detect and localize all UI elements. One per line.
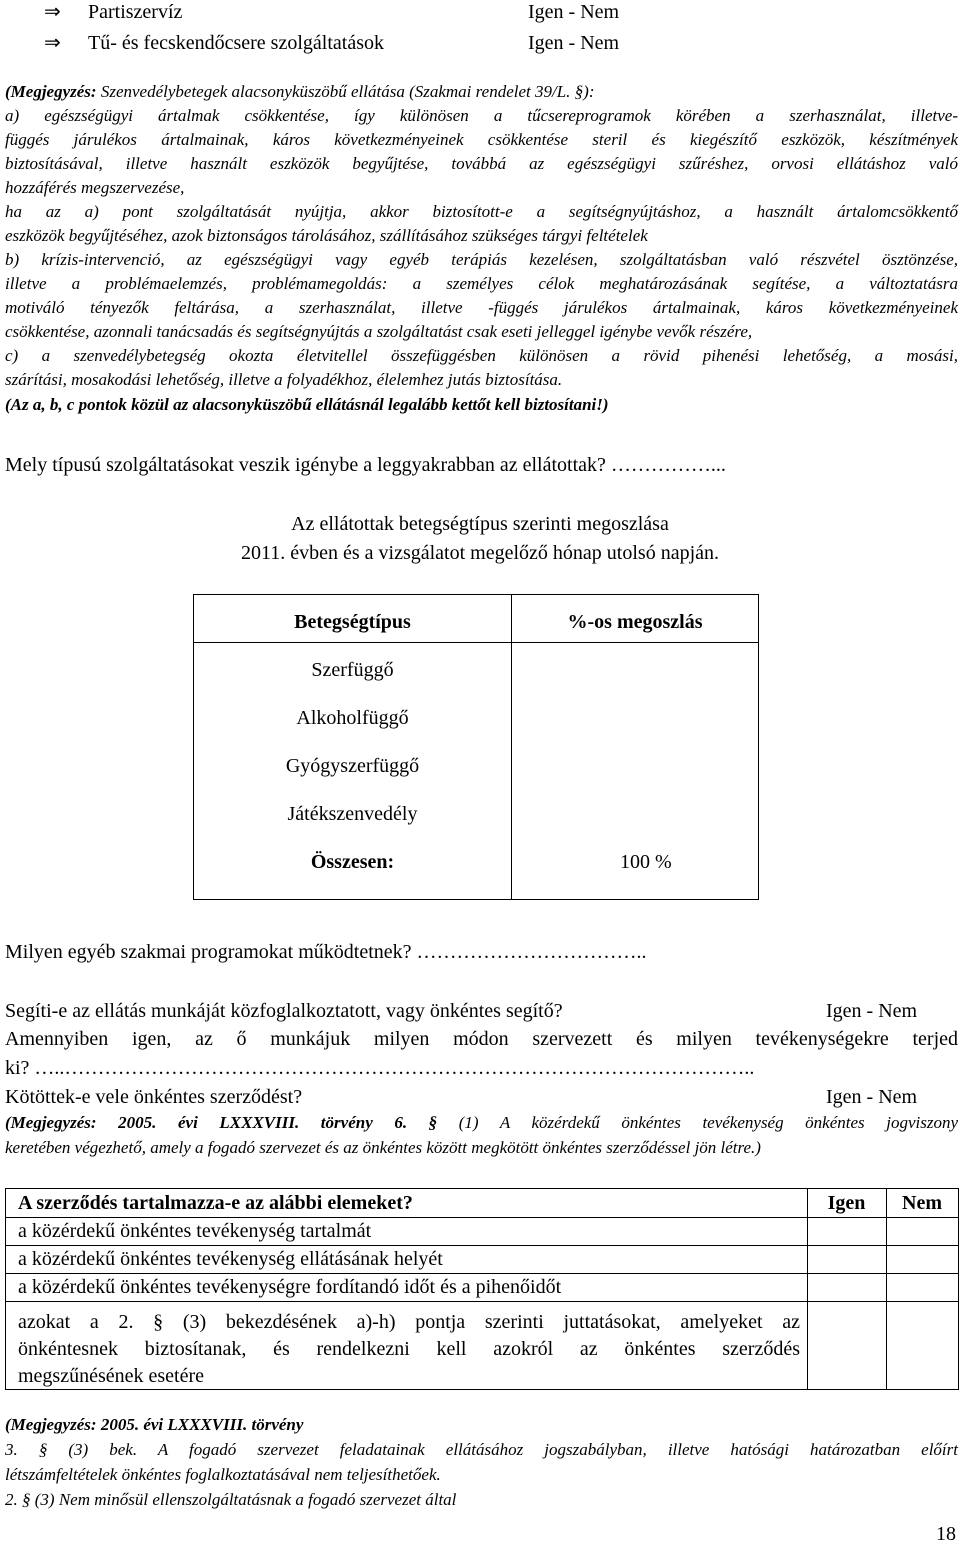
service-item <box>44 31 384 55</box>
table-divider <box>6 1273 958 1274</box>
question-organization-answer: ki? …..………………………………………………………………………………………….. <box>5 1057 755 1079</box>
arrow-right-icon: ⇒ <box>44 1 61 23</box>
distribution-table <box>193 594 759 900</box>
note-line <box>5 1112 958 1133</box>
table-divider <box>6 1217 958 1218</box>
table-row-label: megszűnésének esetére <box>18 1365 205 1387</box>
page-number: 18 <box>936 1523 956 1545</box>
table-row-label: a közérdekű önkéntes tevékenység ellátásának helyét <box>18 1248 443 1270</box>
note-line: keretében végezhető, amely a fogadó szervezet és az önkéntes között megkötött önkéntes szerződéssel jön létre.) <box>5 1138 761 1157</box>
table-header: A szerződés tartalmazza-e az alábbi elemeket? <box>18 1192 413 1214</box>
note-line: c) a szenvedélybetegség okozta életvitellel összefüggésben különösen a rövid pihenési lehetőség, a mosási, <box>5 346 958 365</box>
note-label: (Megjegyzés: 2005. évi LXXXVIII. törvény 6. § <box>5 1113 438 1132</box>
note-line: szárítási, mosakodási lehetőség, illetve a folyadékhoz, élelemhez jutás biztosítása. <box>5 370 563 389</box>
question-organization: Amennyiben igen, az ő munkájuk milyen módon szervezett és milyen tevékenységekre terjed <box>5 1028 958 1050</box>
note-line: illetve a problémaelemzés, problémamegoldás: a személyes célok meghatározásának segítése, a változtatásra <box>5 274 958 293</box>
note-line: biztosításával, illetve használt eszközök begyűjtése, továbbá az egészségügyi szűréshez, orvosi ellátáshoz való <box>5 154 958 173</box>
table-divider <box>6 1301 958 1302</box>
table-row-label: Szerfüggő <box>311 659 394 681</box>
question-volunteer: Segíti-e az ellátás munkáját közfoglalkoztatott, vagy önkéntes segítő? <box>5 1000 563 1022</box>
note-line: csökkentése, azonnali tanácsadás és segítségnyújtás a szolgáltatást csak eseti jelleggel igénybe vevők részére, <box>5 322 753 341</box>
table-divider <box>6 1245 958 1246</box>
table-divider <box>194 642 758 643</box>
arrow-right-icon: ⇒ <box>44 32 61 54</box>
table-row-label: Játékszenvedély <box>287 803 418 825</box>
table-row-label: önkéntesnek biztosítanak, és rendelkezni kell azokról az önkéntes szerződés <box>18 1338 800 1360</box>
note-line: ha az a) pont szolgáltatását nyújtja, akkor biztosított-e a segítségnyújtáshoz, a használt ártalomcsökkentő <box>5 202 958 221</box>
question-volunteer-answer: Igen - Nem <box>826 1000 918 1022</box>
note-line: 3. § (3) bek. A fogadó szervezet feladatainak ellátásához jogszabályban, illetve hatósági határozatban előírt <box>5 1440 958 1459</box>
table-header-yes: Igen <box>827 1192 866 1214</box>
note-line: függés járulékos ártalmainak, káros következményeinek csökkentése steril és kiegészítő eszközök, készítmények <box>5 130 958 149</box>
service-label: Partiszervíz <box>88 1 183 23</box>
service-item <box>44 0 182 24</box>
table-row-label: Alkoholfüggő <box>296 707 409 729</box>
note-line: létszámfeltételek önkéntes foglalkoztatásával nem teljesíthetőek. <box>5 1465 441 1484</box>
table-row-label: a közérdekű önkéntes tevékenységre fordítandó időt és a pihenőidőt <box>18 1276 562 1298</box>
note-bold-line: (Az a, b, c pontok közül az alacsonyküszöbű ellátásnál legalább kettőt kell biztosítani!) <box>5 395 609 414</box>
note-line: b) krízis-intervenció, az egészségügyi vagy egyéb terápiás kezelésen, szolgáltatásban való részvétel ösztönzése, <box>5 250 958 269</box>
table-row-label: azokat a 2. § (3) bekezdésének a)-h) pontja szerinti juttatásokat, amelyeket az <box>18 1311 800 1333</box>
note-text: Szenvedélybetegek alacsonyküszöbű ellátása (Szakmai rendelet 39/L. §): <box>100 82 595 101</box>
table-subtitle: 2011. évben és a vizsgálatot megelőző hónap utolsó napján. <box>240 542 720 564</box>
service-label: Tű- és fecskendőcsere szolgáltatások <box>88 32 384 54</box>
note-line: a) egészségügyi ártalmak csökkentése, így különösen a tűcsereprogramok körében a szerhasználat, illetve- <box>5 106 958 125</box>
service-answer: Igen - Nem <box>528 32 620 54</box>
table-header-type: Betegségtípus <box>294 611 411 633</box>
note-line: 2. § (3) Nem minősül ellenszolgáltatásnak a fogadó szervezet által <box>5 1490 457 1509</box>
question-service-types: Mely típusú szolgáltatásokat veszik igénybe a leggyakrabban az ellátottak? ……………... <box>5 454 726 476</box>
table-title: Az ellátottak betegségtípus szerinti megoszlása <box>291 513 669 535</box>
table-row-label: Gyógyszerfüggő <box>285 755 420 777</box>
note-label: (Megjegyzés: 2005. évi LXXXVIII. törvény <box>5 1415 304 1434</box>
table-total-value: 100 % <box>620 851 672 873</box>
question-other-programs: Milyen egyéb szakmai programokat működtetnek? …………………………….. <box>5 941 647 963</box>
table-divider <box>886 1189 887 1389</box>
service-answer: Igen - Nem <box>528 1 620 23</box>
table-total-label: Összesen: <box>310 851 395 873</box>
table-header-percent: %-os megoszlás <box>567 611 703 633</box>
note-heading <box>5 81 594 102</box>
table-header-no: Nem <box>902 1192 942 1214</box>
table-row-label: a közérdekű önkéntes tevékenység tartalmát <box>18 1220 372 1242</box>
contract-elements-table <box>5 1188 959 1390</box>
note-line: motiváló tényezők feltárása, a szerhasználat, illetve -függés járulékos ártalmainak, káros következményeinek <box>5 298 958 317</box>
note-line: hozzáférés megszervezése, <box>5 178 185 197</box>
note-line: eszközök begyűjtéséhez, azok biztonságos tárolásához, szállításához szükséges tárgyi feltételek <box>5 226 648 245</box>
table-divider <box>807 1189 808 1389</box>
note-text: (1) A közérdekű önkéntes tevékenység önkéntes jogviszony <box>437 1113 959 1132</box>
question-contract-answer: Igen - Nem <box>826 1086 918 1108</box>
note-label: (Megjegyzés: <box>5 82 101 101</box>
question-contract: Kötöttek-e vele önkéntes szerződést? <box>5 1086 303 1108</box>
